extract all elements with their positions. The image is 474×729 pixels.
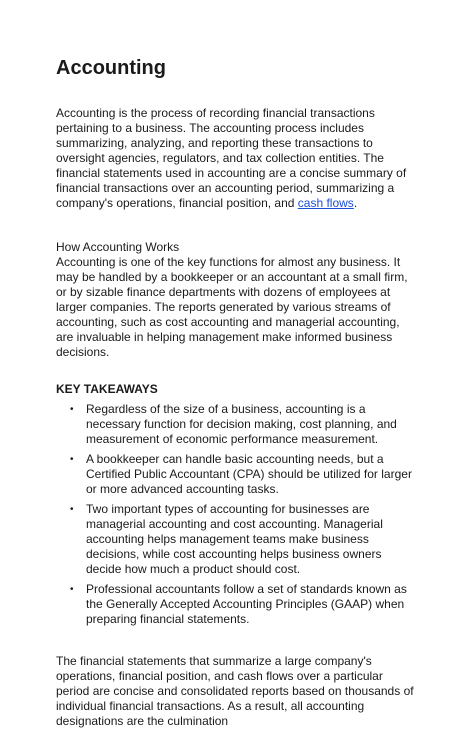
- takeaway-text: A bookkeeper can handle basic accounting needs, but a Certified Public Accountant (CPA) should be utilized for larger or more advanced accounting tasks.: [86, 452, 412, 496]
- list-item: [56, 402, 418, 447]
- key-takeaways-heading: KEY TAKEAWAYS: [56, 382, 158, 396]
- bullet-icon: •: [70, 584, 74, 595]
- intro-text: Accounting is the process of recording financial transactions pertaining to a business. The accounting process includes summarizing, analyzing, and reporting these transactions to oversight agencies, regulators, and tax collection entities. The financial statements used in accounting are a concise summary of financial transactions over an accounting period, summarizing a company's operations, financial position, and: [56, 106, 407, 210]
- bullet-icon: •: [70, 404, 74, 415]
- list-item: [56, 502, 418, 577]
- key-takeaways-list: [56, 402, 418, 627]
- document-page: [56, 56, 418, 729]
- list-item: [56, 452, 418, 497]
- takeaway-text: Professional accountants follow a set of standards known as the Generally Accepted Accounting Principles (GAAP) when preparing financial statements.: [86, 582, 407, 626]
- closing-paragraph: The financial statements that summarize a large company's operations, financial position, and cash flows over a particular period are concise and consolidated reports based on thousands of individual financial transactions. As a result, all accounting designations are the culmination: [56, 654, 414, 728]
- section-heading: How Accounting Works: [56, 240, 180, 254]
- list-item: [56, 582, 418, 627]
- bullet-icon: •: [70, 454, 74, 465]
- takeaway-text: Two important types of accounting for businesses are managerial accounting and cost accounting. Managerial accounting helps management teams make business decisions, while cost accounting helps business owners decide how much a product should cost.: [86, 502, 383, 576]
- intro-paragraph: [56, 106, 418, 211]
- section-paragraph: Accounting is one of the key functions for almost any business. It may be handled by a bookkeeper or an accountant at a small firm, or by sizable finance departments with dozens of employees at larger companies. The reports generated by various streams of accounting, such as cost accounting and managerial accounting, are invaluable in helping management make informed business decisions.: [56, 255, 408, 359]
- bullet-icon: •: [70, 504, 74, 515]
- spacer: [56, 360, 418, 382]
- spacer: [56, 211, 418, 240]
- spacer: [56, 632, 418, 654]
- cash-flows-link[interactable]: cash flows: [297, 196, 354, 210]
- document-title: Accounting: [56, 57, 166, 79]
- intro-end: .: [353, 196, 358, 210]
- takeaway-text: Regardless of the size of a business, accounting is a necessary function for decision making, cost planning, and measurement of economic performance measurement.: [86, 402, 397, 446]
